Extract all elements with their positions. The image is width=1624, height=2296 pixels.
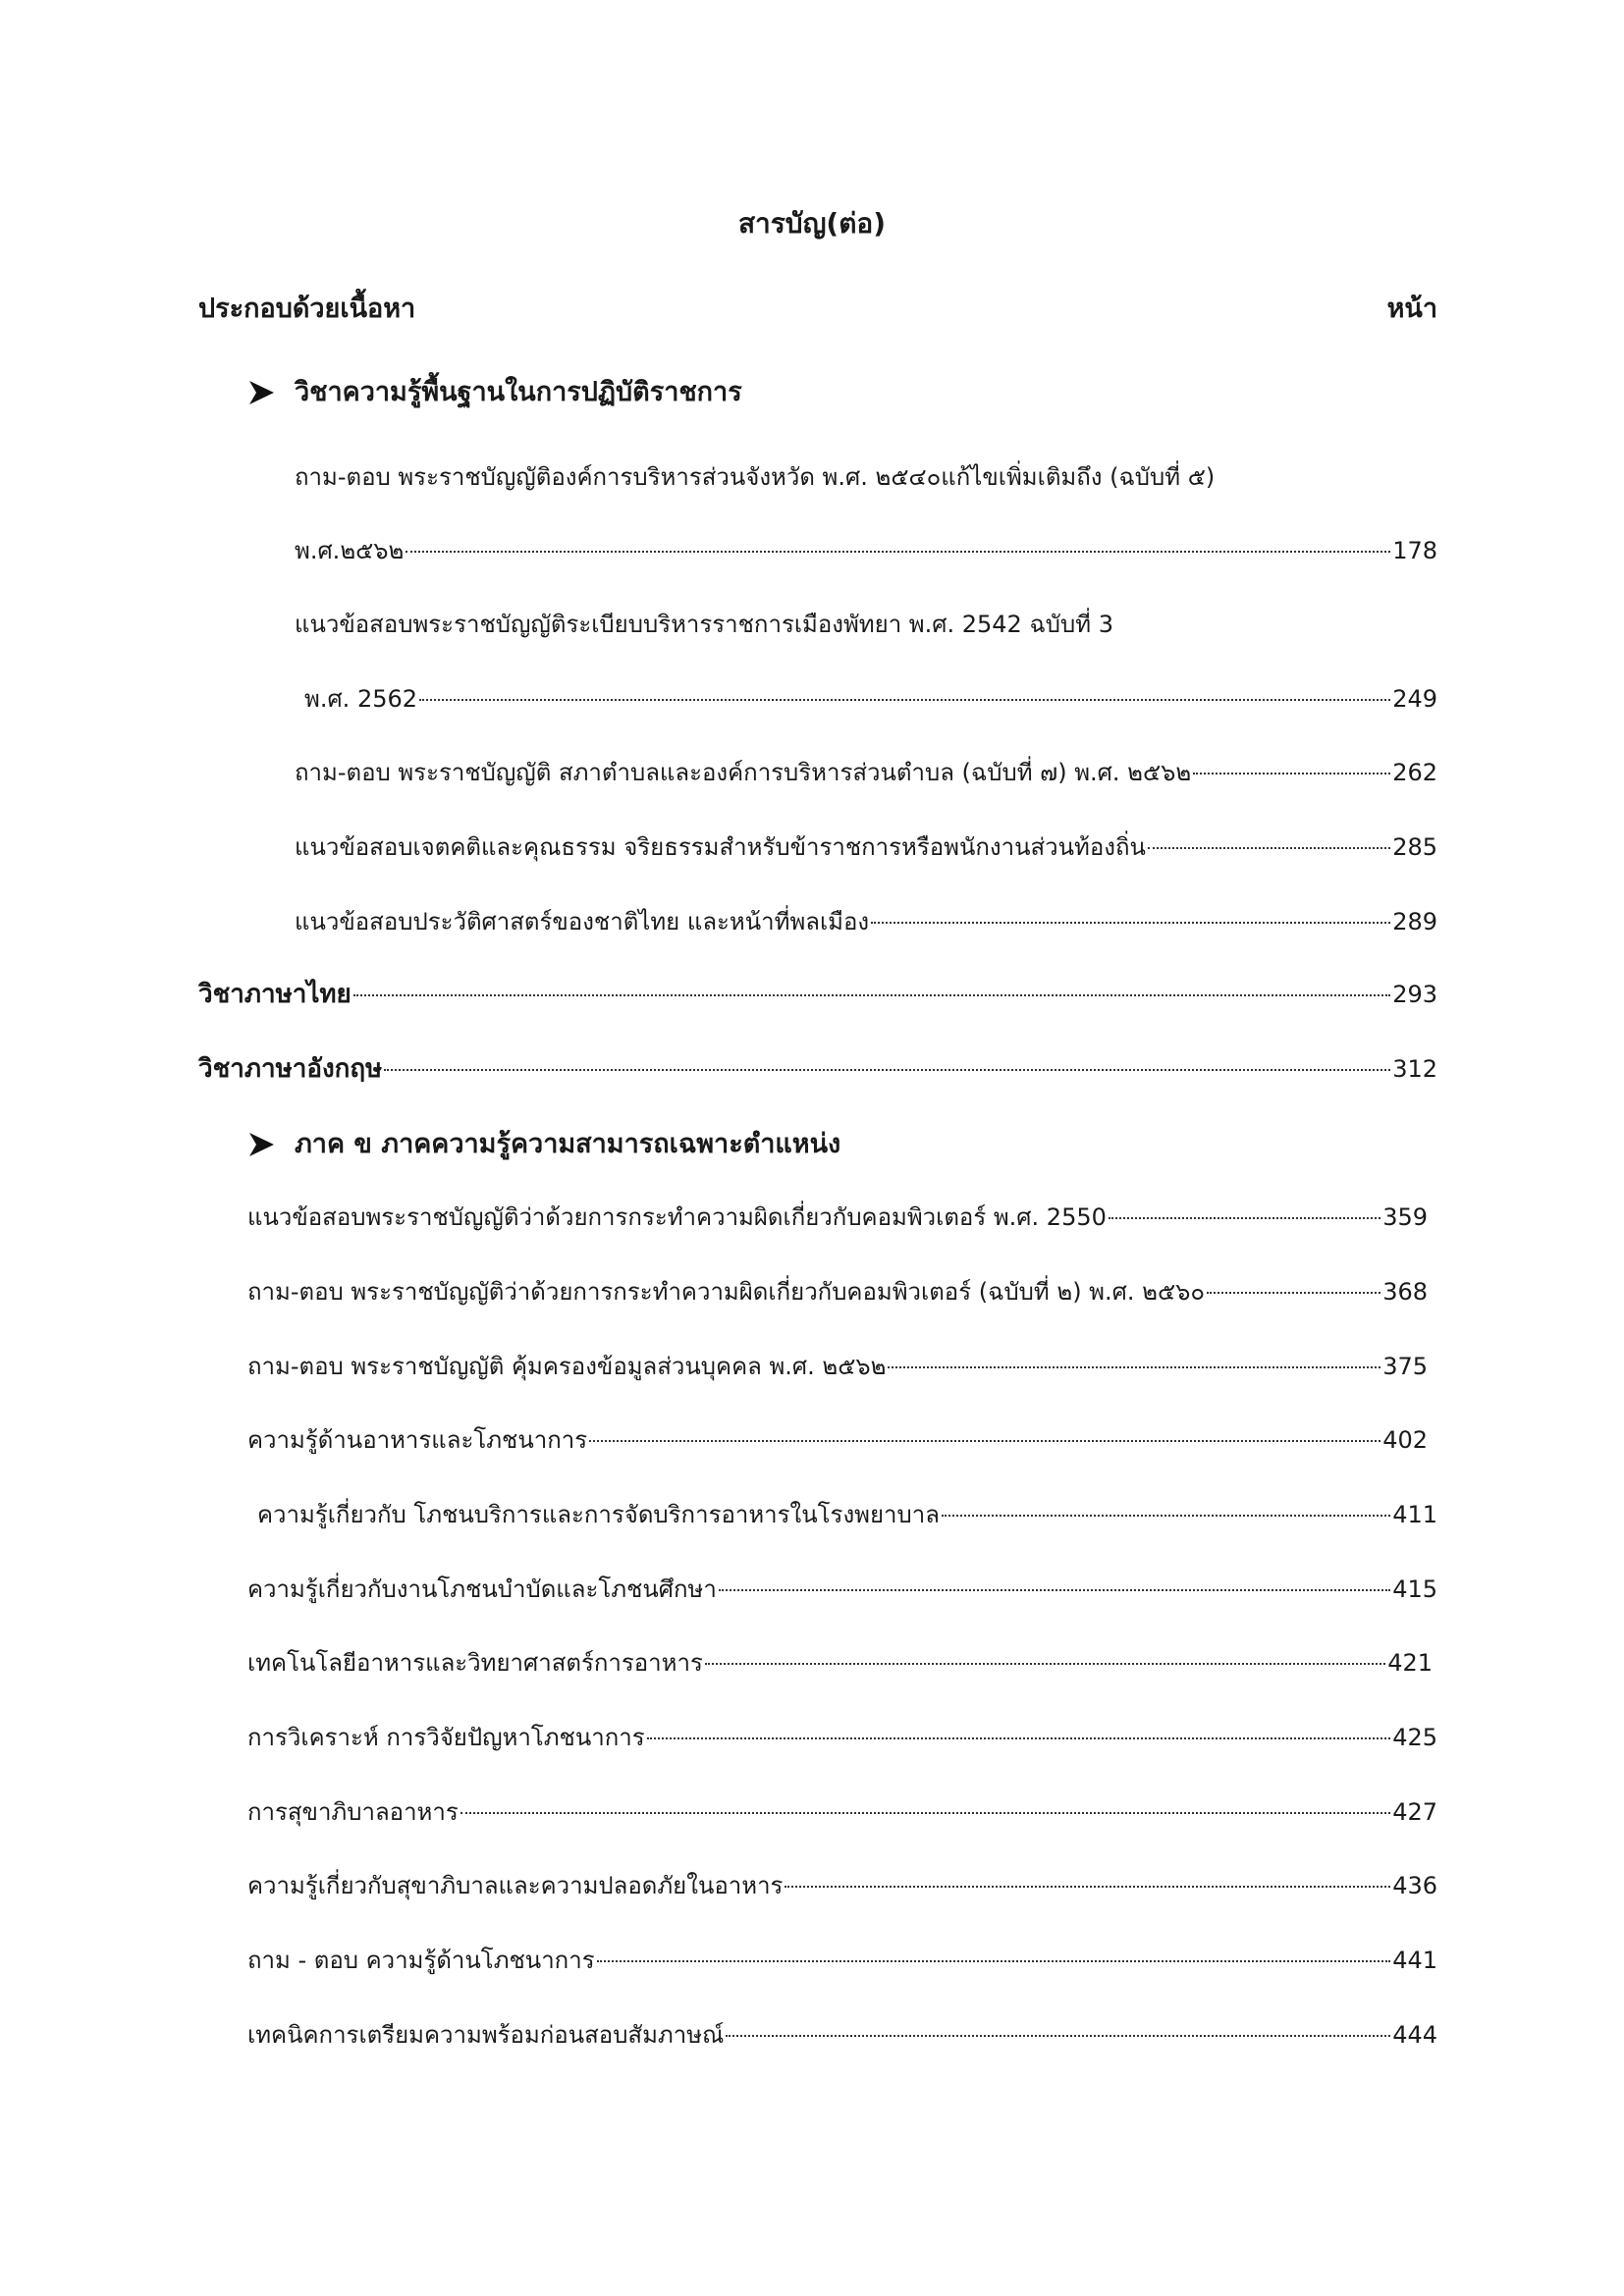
toc-page-number: 249 [1392,685,1437,713]
dot-leader [1193,773,1390,774]
toc-entry[interactable] [247,1718,1437,1757]
toc-entry-label: ความรู้ด้านอาหารและโภชนาการ [247,1426,588,1454]
toc-page-number: 289 [1392,908,1437,935]
toc-page-number: 375 [1382,1353,1428,1380]
toc-entry-label: พ.ศ.๒๕๖๒ [295,537,405,564]
dot-leader [419,699,1390,701]
toc-entry-label: พ.ศ. 2562 [304,685,418,713]
toc-entry-label: แนวข้อสอบพระราชบัญญัติว่าด้วยการกระทำความผิดเกี่ยวกับคอมพิวเตอร์ พ.ศ. 2550 [247,1203,1107,1231]
toc-entry-label: ถาม-ตอบ พระราชบัญญัติ คุ้มครองข้อมูลส่วนบุคคล พ.ศ. ๒๕๖๒ [247,1353,887,1380]
toc-entry-label: การวิเคราะห์ การวิจัยปัญหาโภชนาการ [247,1724,645,1751]
arrow-bullet-icon [247,1132,275,1157]
toc-entry[interactable] [247,1941,1437,1980]
toc-entry-english[interactable] [198,1049,1437,1089]
dot-leader [1109,1217,1380,1219]
toc-page-number: 411 [1392,1501,1437,1528]
section-heading-basic-knowledge [247,373,742,412]
toc-entry[interactable] [257,1495,1437,1534]
dot-leader [942,1515,1390,1517]
toc-entry-label: ความรู้เกี่ยวกับงานโภชนบำบัดและโภชนศึกษา [247,1575,717,1603]
toc-entry-line: แนวข้อสอบพระราชบัญญัติระเบียบบริหารราชการเมืองพัทยา พ.ศ. 2542 ฉบับที่ 3 [295,611,1113,638]
toc-entry-label: เทคโนโลยีอาหารและวิทยาศาสตร์การอาหาร [247,1649,703,1677]
dot-leader [726,2035,1390,2037]
toc-entry[interactable] [247,2015,1437,2055]
toc-entry-label: วิชาภาษาไทย [198,980,352,1009]
dot-leader [460,1812,1390,1814]
dot-leader [888,1366,1380,1368]
toc-page-number: 436 [1392,1872,1437,1899]
toc-page-number: 368 [1382,1278,1428,1306]
toc-entry-label: เทคนิคการเตรียมความพร้อมก่อนสอบสัมภาษณ์ [247,2021,725,2049]
toc-page-number: 427 [1392,1798,1437,1826]
dot-leader [1148,847,1390,849]
toc-entry[interactable] [247,1272,1428,1311]
toc-page-number: 441 [1392,1947,1437,1974]
toc-entry[interactable] [247,1347,1428,1386]
dot-leader [384,1069,1390,1071]
section-label: วิชาความรู้พื้นฐานในการปฏิบัติราชการ [295,377,742,407]
dot-leader [406,551,1390,553]
toc-entry-label: แนวข้อสอบประวัติศาสตร์ของชาติไทย และหน้าที่พลเมือง [295,908,870,935]
toc-entry[interactable] [304,679,1437,719]
toc-entry[interactable] [247,1198,1428,1237]
dot-leader [647,1737,1391,1739]
toc-entry-thai[interactable] [198,975,1437,1014]
toc-page-number: 402 [1382,1426,1428,1454]
dot-leader [719,1589,1390,1591]
content-header: ประกอบด้วยเนื้อหา [198,294,416,324]
toc-entry-label: ถาม-ตอบ พระราชบัญญัติว่าด้วยการกระทำความผิดเกี่ยวกับคอมพิวเตอร์ (ฉบับที่ ๒) พ.ศ. ๒๕๖๐ [247,1278,1205,1306]
toc-entry-label: ถาม-ตอบ พระราชบัญญัติ สภาตำบลและองค์การบริหารส่วนตำบล (ฉบับที่ ๗) พ.ศ. ๒๕๖๒ [295,759,1192,786]
dot-leader [705,1663,1385,1665]
toc-entry-label: ความรู้เกี่ยวกับสุขาภิบาลและความปลอดภัยในอาหาร [247,1872,784,1899]
dot-leader [785,1886,1390,1888]
toc-entry[interactable] [247,1420,1428,1460]
dot-leader [353,994,1390,996]
toc-entry[interactable] [247,1570,1437,1609]
toc-entry-label: การสุขาภิบาลอาหาร [247,1798,459,1826]
page-number-header: หน้า [1386,294,1437,324]
toc-entry[interactable] [295,753,1437,792]
toc-entry-label: ความรู้เกี่ยวกับ โภชนบริการและการจัดบริการอาหารในโรงพยาบาล [257,1501,940,1528]
toc-entry[interactable] [247,1643,1433,1682]
dot-leader [597,1960,1391,1962]
section-heading-part-b [247,1125,840,1164]
dot-leader [589,1440,1380,1442]
section-label: ภาค ข ภาคความรู้ความสามารถเฉพาะตำแหน่ง [295,1129,841,1159]
toc-entry[interactable] [295,531,1437,570]
toc-page-number: 444 [1392,2021,1437,2049]
toc-entry[interactable] [295,828,1437,867]
toc-page-number: 425 [1392,1724,1437,1751]
toc-page-number: 262 [1392,759,1437,786]
toc-entry-line: ถาม-ตอบ พระราชบัญญัติองค์การบริหารส่วนจังหวัด พ.ศ. ๒๕๔๐แก้ไขเพิ่มเติมถึง (ฉบับที่ ๕) [295,463,1216,491]
toc-entry[interactable] [295,902,1437,941]
toc-entry[interactable] [247,1792,1437,1832]
toc-entry-label: แนวข้อสอบเจตคติและคุณธรรม จริยธรรมสำหรับข้าราชการหรือพนักงานส่วนท้องถิ่น [295,833,1146,861]
toc-page-number: 421 [1387,1649,1433,1677]
dot-leader [1207,1292,1380,1294]
page-title: สารบัญ(ต่อ) [737,207,887,240]
toc-page-number: 178 [1392,537,1437,564]
toc-page-number: 293 [1392,981,1437,1008]
toc-page-number: 359 [1382,1203,1428,1231]
toc-page-number: 285 [1392,833,1437,861]
toc-page-number: 415 [1392,1575,1437,1603]
toc-entry-label: วิชาภาษาอังกฤษ [198,1054,383,1084]
toc-page-number: 312 [1392,1055,1437,1083]
toc-entry-label: ถาม - ตอบ ความรู้ด้านโภชนาการ [247,1947,595,1974]
arrow-bullet-icon [247,380,275,405]
dot-leader [871,922,1390,924]
toc-entry[interactable] [247,1866,1437,1905]
